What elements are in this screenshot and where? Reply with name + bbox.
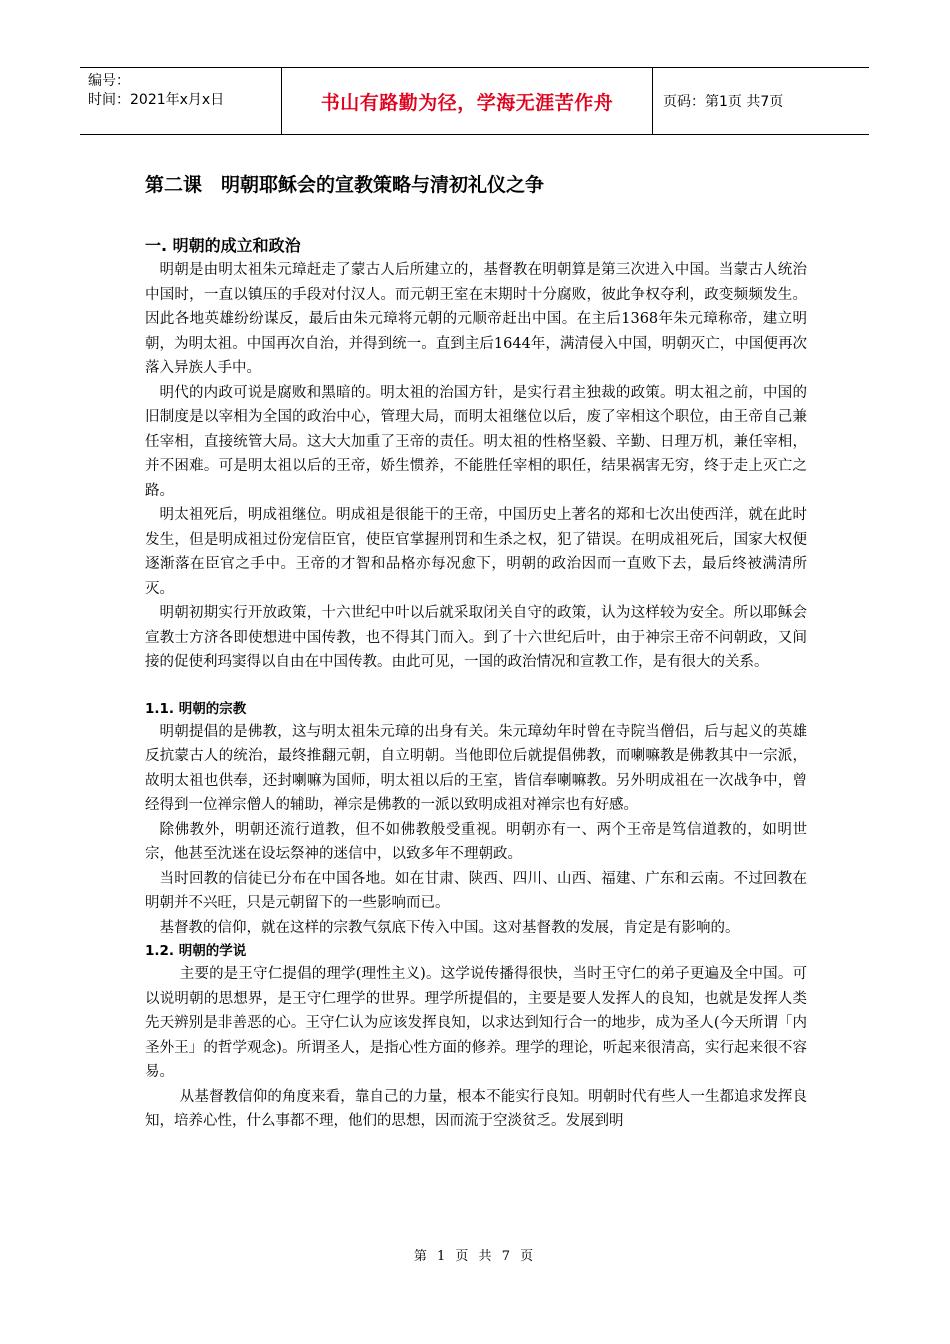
paragraph: 明朝提倡的是佛教，这与明太祖朱元璋的出身有关。朱元璋幼年时曾在寺院当僧侣，后与起义的英雄反抗蒙古人的统治，最终推翻元朝，自立明朝。当他即位后就提倡佛教，而喇嘛教是佛教其中一宗派，故明太祖也供奉，还封喇嘛为国师，明太祖以后的王室，皆信奉喇嘛教。另外明成祖在一次战争中，曾经得到一位禅宗僧人的辅助，禅宗是佛教的一派以致明成祖对禅宗也有好感。 — [145, 723, 807, 813]
subsection-heading: 1.1. 明朝的宗教 — [145, 700, 247, 717]
paragraph: 明太祖死后，明成祖继位。明成祖是很能干的王帝，中国历史上著名的郑和七次出使西洋，就在此时发生，但是明成祖过份宠信臣官，使臣官掌握刑罚和生杀之权，犯了错误。在明成祖死后，国家大权便逐渐落在臣官之手中。王帝的才智和品格亦每况愈下，明朝的政治因而一直败下去，最后终被满清所灭。 — [145, 507, 807, 597]
header-table — [80, 67, 869, 135]
paragraph: 明代的内政可说是腐败和黑暗的。明太祖的治国方针，是实行君主独裁的政策。明太祖之前，中国的旧制度是以宰相为全国的政治中心，管理大局，而明太祖继位以后，废了宰相这个职位，由王帝自己兼任宰相，直接统管大局。这大大加重了王帝的责任。明太祖的性格坚毅、辛勤、日理万机，兼任宰相，并不困难。可是明太祖以后的王帝，娇生惯养，不能胜任宰相的职任，结果祸害无穷，终于走上灭亡之路。 — [145, 384, 807, 499]
paragraph: 基督教的信仰，就在这样的宗教气氛底下传入中国。这对基督教的发展，肯定是有影响的。 — [159, 919, 740, 936]
number-label: 编号： — [88, 73, 130, 89]
document-body — [145, 170, 807, 1134]
paragraph: 明朝初期实行开放政策，十六世纪中叶以后就采取闭关自守的政策，认为这样较为安全。所以耶稣会宣教士方济各即使想进中国传教，也不得其门而入。到了十六世纪后叶，由于神宗王帝不问朝政，又间接的促使利玛窦得以自由在中国传教。由此可见，一国的政治情况和宣教工作，是有很大的关系。 — [145, 605, 807, 670]
paragraph: 当时回教的信徒已分布在中国各地。如在甘肃、陕西、四川、山西、福建、广东和云南。不过回教在明朝并不兴旺，只是元朝留下的一些影响而已。 — [145, 870, 807, 911]
paragraph: 主要的是王守仁提倡的理学(理性主义)。这学说传播得很快，当时王守仁的弟子更遍及全中国。可以说明朝的思想界，是王守仁理学的世界。理学所提倡的，主要是要人发挥人的良知，也就是发挥人类先天辨别是非善恶的心。王守仁认为应该发挥良知，以求达到知行合一的地步，成为圣人(今天所谓「内圣外王」的哲学观念)。所谓圣人，是指心性方面的修养。理学的理论，听起来很清高，实行起来很不容易。 — [145, 966, 807, 1080]
date-label: 时间：2021年x月x日 — [88, 92, 225, 108]
section-heading: 一. 明朝的成立和政治 — [145, 236, 301, 255]
document-title: 第二课 明朝耶稣会的宣教策略与清初礼仪之争 — [145, 174, 545, 196]
paragraph: 除佛教外，明朝还流行道教，但不如佛教般受重视。明朝亦有一、两个王帝是笃信道教的，如明世宗，他甚至沈迷在设坛祭神的迷信中，以致多年不理朝政。 — [145, 821, 807, 862]
header-meta — [80, 68, 282, 134]
paragraph: 从基督教信仰的角度来看，靠自己的力量，根本不能实行良知。明朝时代有些人一生都追求发挥良知，培养心性，什么事都不理，他们的思想，因而流于空淡贫乏。发展到明 — [145, 1088, 807, 1129]
subsection-heading: 1.2. 明朝的学说 — [145, 943, 247, 959]
header-page-code: 页码：第1页 共7页 — [663, 94, 784, 110]
header-motto: 书山有路勤为径，学海无涯苦作舟 — [282, 68, 653, 134]
paragraph: 明朝是由明太祖朱元璋赶走了蒙古人后所建立的，基督教在明朝算是第三次进入中国。当蒙古人统治中国时，一直以镇压的手段对付汉人。而元朝王室在末期时十分腐败，彼此争权夺利，政变频频发生。因此各地英雄纷纷谋反，最后由朱元璋将元朝的元顺帝赶出中国。在主后1368年朱元璋称帝，建立明朝，为明太祖。中国再次自治，并得到统一。直到主后1644年，满清侵入中国，明朝灭亡，中国便再次落入异族人手中。 — [145, 262, 807, 376]
page-footer: 第 1 页 共 7 页 — [413, 1249, 537, 1264]
